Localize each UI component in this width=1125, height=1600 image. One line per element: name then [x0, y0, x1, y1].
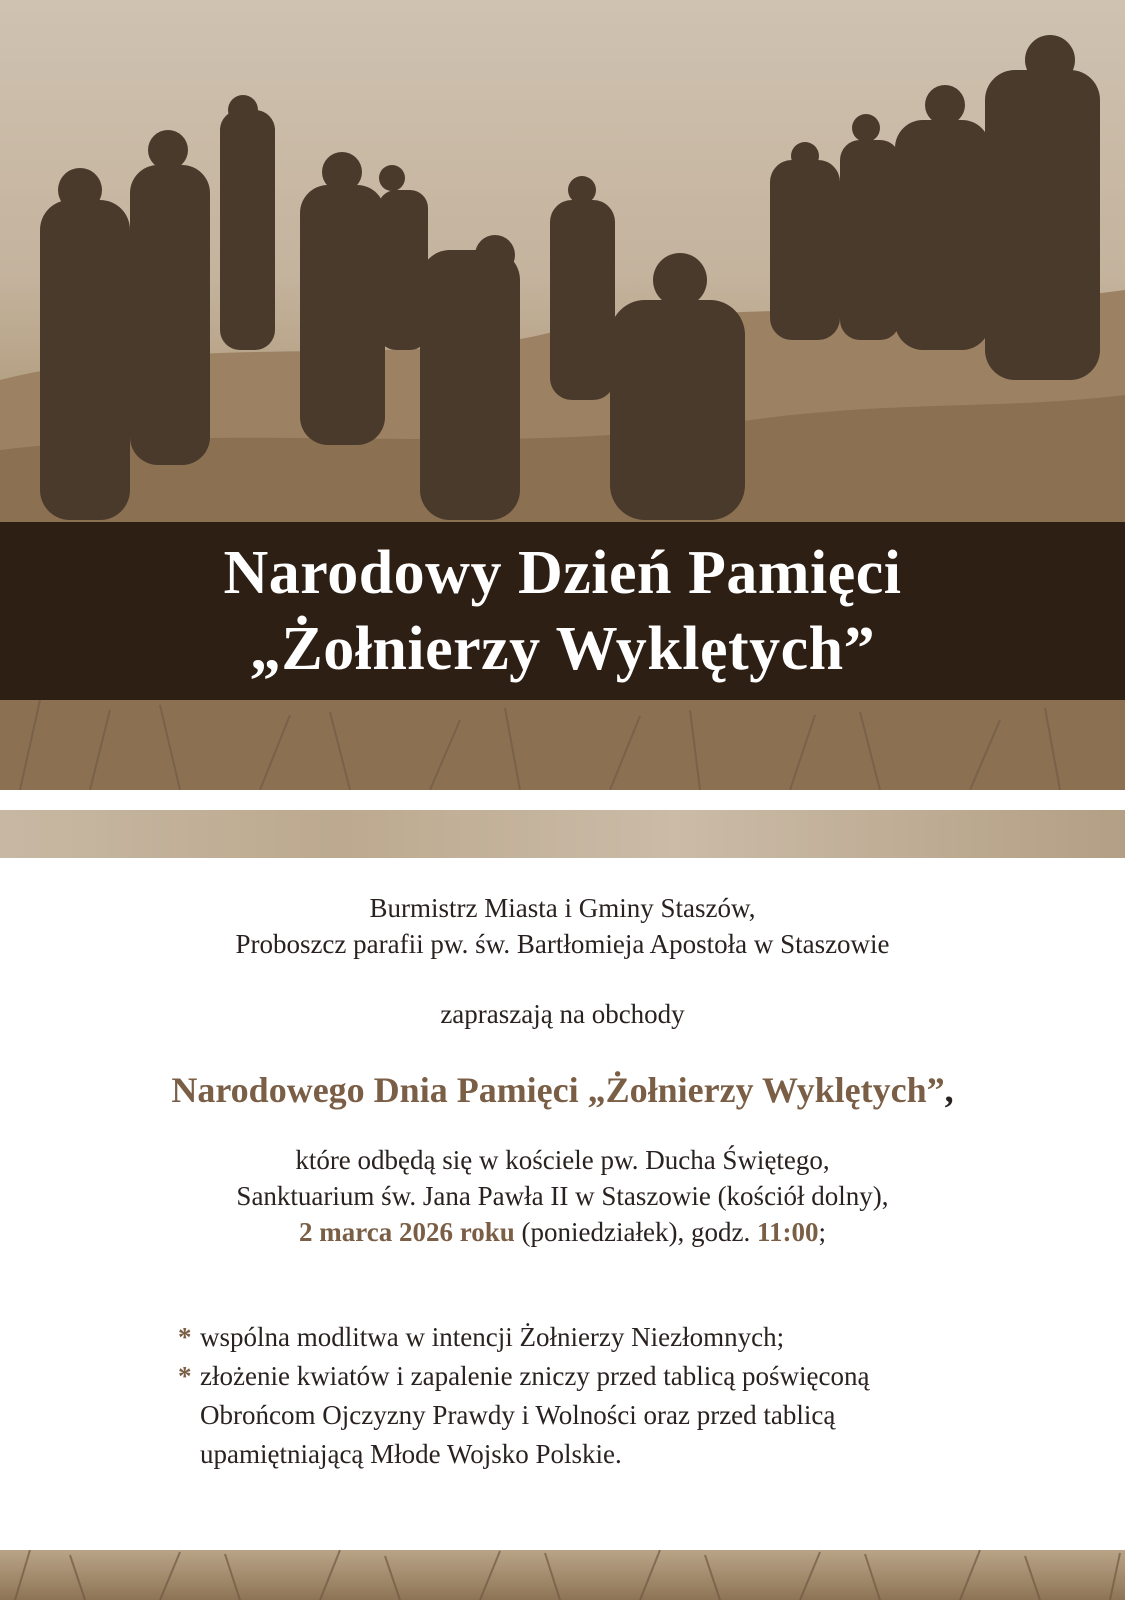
- program-item-2-line-1: złożenie kwiatów i zapalenie zniczy przed tablicą poświęconą: [200, 1361, 870, 1391]
- program-item-2-line-3: upamiętniającą Młode Wojsko Polskie.: [200, 1439, 622, 1469]
- divider-gap: [0, 790, 1125, 810]
- decorative-band: [0, 810, 1125, 858]
- event-title: [0, 1068, 1125, 1112]
- event-time-suffix: ;: [818, 1217, 826, 1247]
- invite-text: zapraszają na obchody: [440, 999, 685, 1029]
- event-time: 11:00: [756, 1217, 819, 1247]
- program-list: [178, 1318, 978, 1474]
- bullet-star: *: [178, 1322, 192, 1352]
- program-item-1: [178, 1318, 978, 1357]
- program-item-1-text: wspólna modlitwa w intencji Żołnierzy Niezłomnych;: [200, 1322, 785, 1352]
- bullet-star: *: [178, 1361, 192, 1391]
- invitation-content: [0, 890, 1125, 1250]
- place-line-1: które odbędą się w kościele pw. Ducha Świętego,: [295, 1145, 830, 1175]
- event-title-comma: ,: [944, 1070, 954, 1110]
- grass-texture: [0, 1550, 1125, 1600]
- date-line: [0, 1214, 1125, 1250]
- title-banner: [0, 522, 1125, 700]
- footer-grass-strip: [0, 1550, 1125, 1600]
- place-line-2: Sanktuarium św. Jana Pawła II w Staszowie (kościół dolny),: [236, 1181, 889, 1211]
- event-title-text: Narodowego Dnia Pamięci „Żołnierzy Wyklętych”: [171, 1070, 945, 1110]
- place-block: [0, 1142, 1125, 1250]
- event-weekday: (poniedziałek), godz.: [514, 1217, 757, 1247]
- poster-title-line-2: „Żołnierzy Wyklętych”: [249, 615, 876, 683]
- organizer-line-2: Proboszcz parafii pw. św. Bartłomieja Apostoła w Staszowie: [235, 929, 890, 959]
- event-date: 2 marca 2026 roku: [299, 1217, 515, 1247]
- poster-title-line-1: Narodowy Dzień Pamięci: [223, 539, 902, 607]
- organizer-line-1: Burmistrz Miasta i Gminy Staszów,: [369, 893, 756, 923]
- program-item-2: [178, 1357, 978, 1474]
- program-item-2-line-2: Obrońcom Ojczyzny Prawdy i Wolności oraz przed tablicą: [200, 1400, 836, 1430]
